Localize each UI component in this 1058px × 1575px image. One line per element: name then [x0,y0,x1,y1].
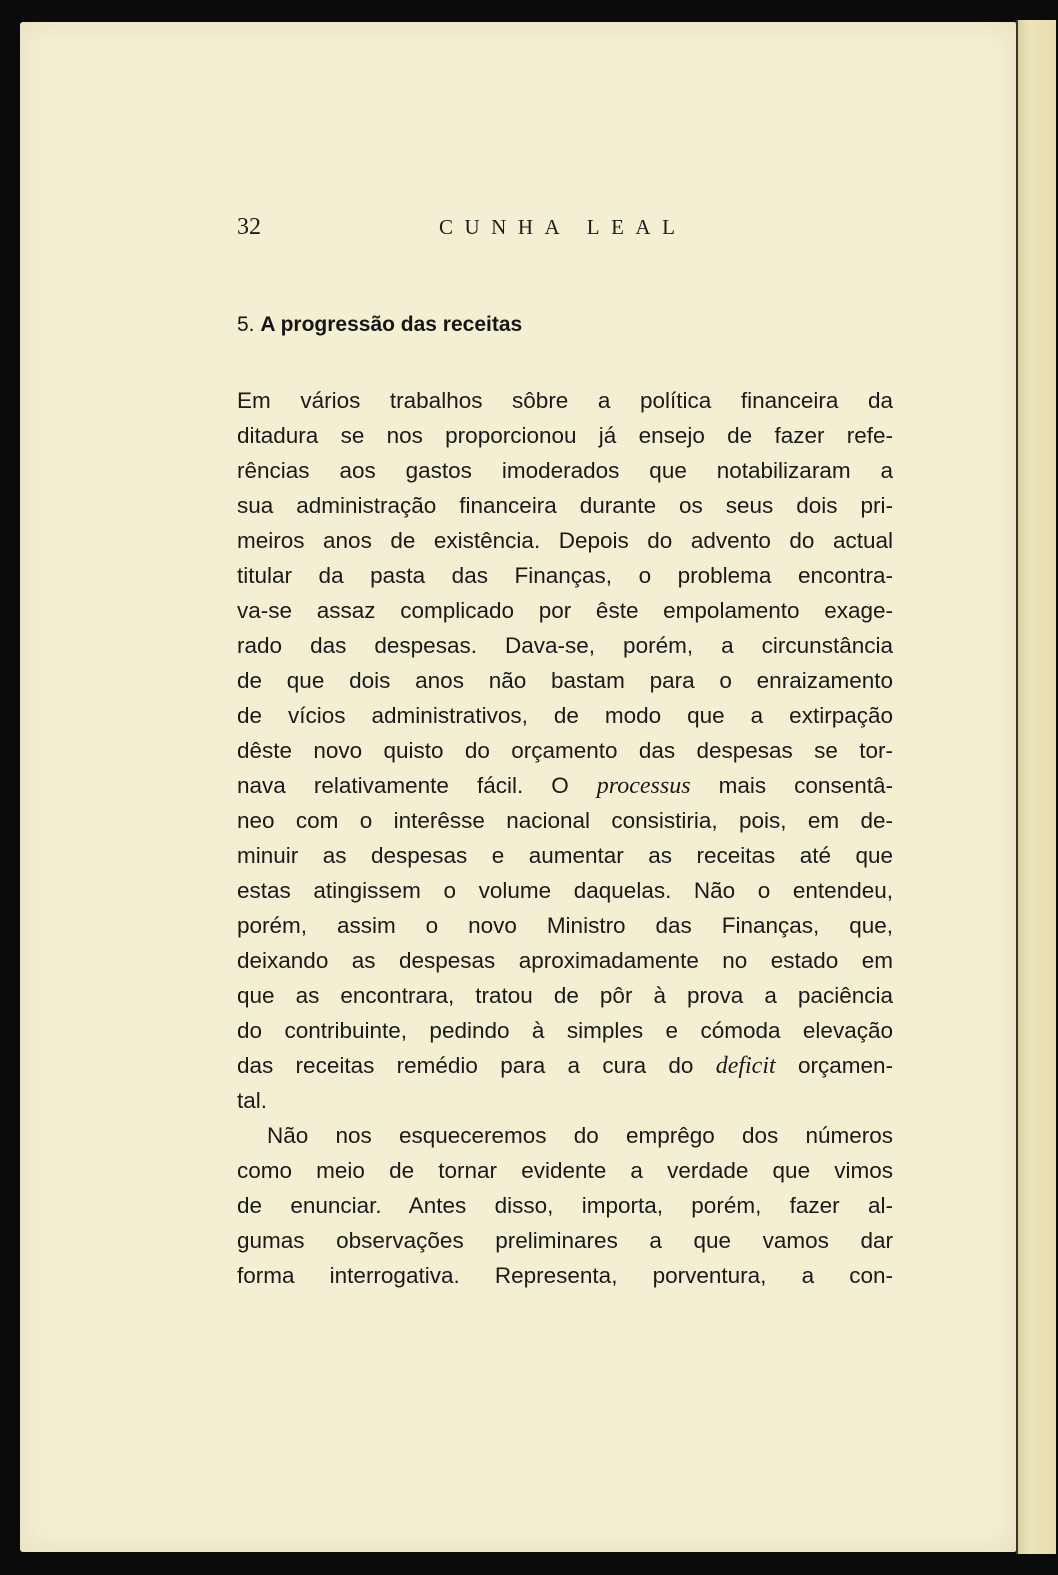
text-run: nava relativamente fácil. O [237,773,597,798]
text-line: de enunciar. Antes disso, importa, porém, fazer al- [237,1193,893,1218]
text-line: tal. [237,1088,268,1113]
text-line: va-se assaz complicado por êste empolamento exage- [237,598,893,623]
section-number: 5. [237,313,255,336]
text-line: rado das despesas. Dava-se, porém, a circunstância [237,633,893,658]
text-line [237,1048,893,1083]
text-line: neo com o interêsse nacional consistiria, pois, em de- [237,808,893,833]
text-line: gumas observações preliminares a que vamos dar [237,1228,893,1253]
text-line: forma interrogativa. Representa, porventura, a con- [237,1263,893,1288]
text-run: mais consentâ- [690,773,893,798]
text-line: meiros anos de existência. Depois do advento do actual [237,528,893,553]
italic-term: deficit [715,1053,776,1079]
text-line: dêste novo quisto do orçamento das despesas se tor- [237,738,893,763]
text-line: do contribuinte, pedindo à simples e cómoda elevação [237,1018,893,1043]
italic-term: processus [596,773,691,799]
section-heading [237,308,522,342]
text-run: orçamen- [775,1053,893,1078]
running-head [237,210,697,250]
running-head-author: CUNHA LEAL [439,215,687,239]
text-line: estas atingissem o volume daquelas. Não o entendeu, [237,878,893,903]
body-text [237,383,893,1293]
section-title: A progressão das receitas [260,313,523,336]
text-line: titular da pasta das Finanças, o problema encontra- [237,563,893,588]
page-number: 32 [237,214,261,240]
text-line: de que dois anos não bastam para o enraizamento [237,668,893,693]
text-line: como meio de tornar evidente a verdade que vimos [237,1158,893,1183]
text-line: minuir as despesas e aumentar as receitas até que [237,843,893,868]
text-line: Não nos esqueceremos do emprêgo dos números [267,1123,893,1148]
text-line: que as encontrara, tratou de pôr à prova a paciência [237,983,893,1008]
text-line: deixando as despesas aproximadamente no estado em [237,948,893,973]
text-line: Em vários trabalhos sôbre a política financeira da [237,388,893,413]
text-line: de vícios administrativos, de modo que a extirpação [237,703,893,728]
text-line [237,768,893,803]
text-run: das receitas remédio para a cura do [237,1053,716,1078]
text-line: ditadura se nos proporcionou já ensejo de fazer refe- [237,423,893,448]
text-line: rências aos gastos imoderados que notabilizaram a [237,458,893,483]
text-line: porém, assim o novo Ministro das Finanças, que, [237,913,893,938]
text-line: sua administração financeira durante os seus dois pri- [237,493,893,518]
adjacent-page-edge [1016,20,1056,1554]
